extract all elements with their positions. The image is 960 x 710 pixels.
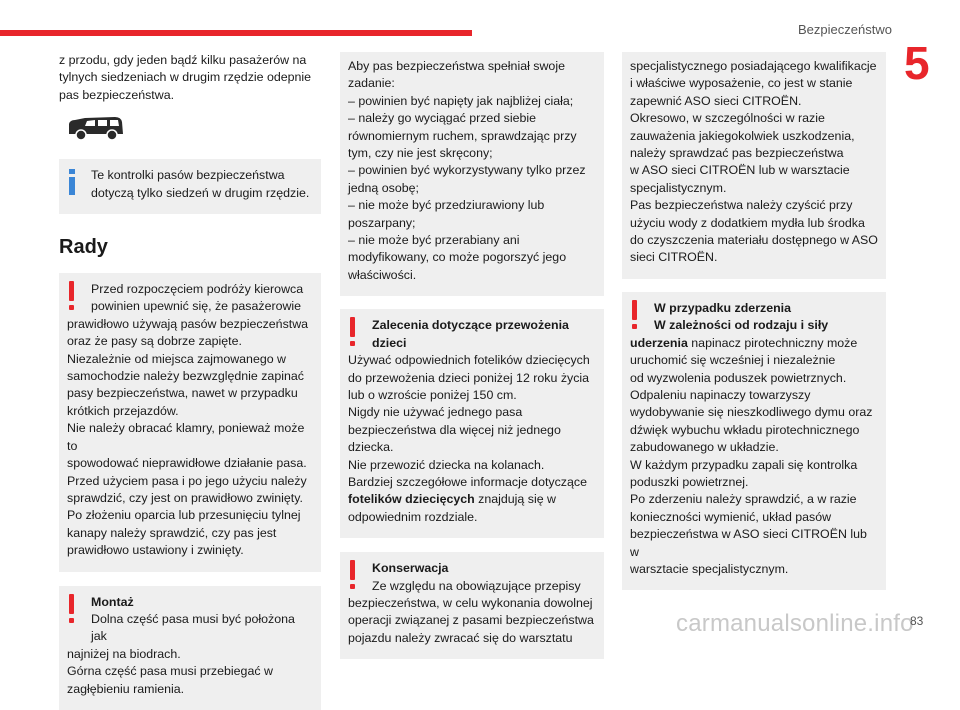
column-3 [622,52,886,590]
warning-collision-title-1: W przypadku zderzenia [654,300,792,315]
section-heading: Rady [59,236,108,259]
warning-children-body: Używać odpowiednich fotelików dziecięcych do przewożenia dzieci poniżej 12 roku życia lub o wzroście poniżej 150 cm. Nigdy nie używać jednego pasa bezpieczeństwa dla więcej niż jednego dziecka. Nie przewozić dziecka na kolanach. Bardziej szczegółowe informacje dotyczące [348,353,590,489]
maintenance-continued-text: specjalistycznego posiadającego kwalifikacje i właściwe wyposażenie, co jest w stanie zapewnić ASO sieci CITROËN. Okresowo, w szczególności w razie zauważenia jakiegokolwiek uszkodzenia, należy sprawdzać pas bezpieczeństwa w ASO sieci CITROËN lub w warsztacie specjalistycznym. Pas bezpieczeństwa należy czyścić przy użyciu wody z dodatkiem mydła lub środka do czyszczenia materiału dostępnego w ASO sieci CITROËN. [630,59,878,265]
warning-collision-bold: uderzenia [630,335,688,350]
belt-requirements-box [340,52,604,296]
van-side-icon [65,114,127,144]
warning-mounting-body: najniżej na biodrach. Górna część pasa musi przebiegać w zagłębieniu ramienia. [67,646,273,696]
warning-collision-title-2: W zależności od rodzaju i siły [654,318,829,333]
belt-requirements-text: Aby pas bezpieczeństwa spełniał swoje zadanie: – powinien być napięty jak najbliżej ciała; – należy go wyciągać przed siebie równomiernym ruchem, sprawdzając przy tym, czy nie jest skręcony; – powinien być wykorzystywany tylko przez jedną osobę; – nie może być przedziurawiony lub poszarpany; – nie może być przerabiany ani modyfikowany, co może pogorszyć jego właściwości. [348,59,586,282]
info-icon [69,169,76,195]
warning-icon [68,281,75,311]
warning-children-last: odpowiednim rozdziale. [348,509,478,524]
warning-box-mounting [59,586,321,710]
page-number: 83 [910,614,924,628]
warning-icon [68,594,75,624]
warning-box-collision [622,292,886,591]
info-note [59,159,321,214]
warning-collision-body: uruchomić się wcześniej i niezależnie od wyzwolenia poduszek powietrznych. Odpaleniu napinaczy towarzyszy wydobywanie się nieszkodliwego dymu oraz dźwięk wybuchu wkładu pirotechnicznego zabudowanego w układzie. W każdym przypadku zapali się kontrolka poduszki powietrznej. Po zderzeniu należy sprawdzić, a w razie konieczności wymienić, układ pasów bezpieczeństwa w ASO sieci CITROËN lub w warsztacie specjalistycznym. [630,353,873,576]
maintenance-continued-box [622,52,886,279]
warning-children-title-2: dzieci [372,335,407,350]
warning-children-ref-after: znajdują się w [474,492,556,507]
warning-maintenance-body: bezpieczeństwa, w celu wykonania dowolnej operacji związanej z pasami bezpieczeństwa pojazdu należy zwracać się do warsztatu [348,595,594,645]
warning-collision-after: napinacz pirotechniczny może [687,335,858,350]
warning-box-advice [59,273,321,572]
warning-advice-body: prawidłowo używają pasów bezpieczeństwa oraz że pasy są dobrze zapięte. Niezależnie od miejsca zajmowanego w samochodzie należy bezwzględnie zapinać pasy bezpieczeństwa, nawet w przypadku krótkich przejazdów. Nie należy obracać klamry, ponieważ może to spowodować nieprawidłowe działanie pasa. Przed użyciem pasa i po jego użyciu należy sprawdzić, czy jest on prawidłowo zwinięty. Po złożeniu oparcia lub przesunięciu tylnej kanapy należy sprawdzić, czy pas jest prawidłowo ustawiony i zwinięty. [67,316,309,558]
warning-maintenance-lead: Ze względu na obowiązujące przepisy [372,578,581,593]
warning-icon [349,560,356,590]
warning-children-title-1: Zalecenia dotyczące przewożenia [372,318,569,333]
warning-advice-lead: Przed rozpoczęciem podróży kierowca powinien upewnić się, że pasażerowie [91,282,304,314]
section-title: Bezpieczeństwo [798,22,892,37]
warning-mounting-lead: Dolna część pasa musi być położona jak [91,611,295,644]
warning-mounting-title: Montaż [91,594,134,609]
warning-children-ref-line [348,491,596,508]
warning-box-children [340,309,604,538]
intro-text: z przodu, gdy jeden bądź kilku pasażerów na tylnych siedzeniach w drugim rzędzie odepnie pas bezpieczeństwa. [59,53,312,102]
warning-icon [349,317,356,347]
warning-box-maintenance [340,552,604,659]
warning-maintenance-title: Konserwacja [372,561,449,576]
column-2 [340,52,604,659]
info-note-text: Te kontrolki pasów bezpieczeństwa dotyczą tylko siedzeń w drugim rzędzie. [91,168,310,200]
chapter-number: 5 [904,37,930,89]
warning-icon [631,300,638,330]
warning-collision-lead [630,335,878,352]
column-1 [59,52,321,710]
watermark: carmanualsonline.info [676,610,914,637]
warning-children-ref-bold: fotelików dziecięcych [348,492,475,507]
header-accent-bar [0,30,472,36]
